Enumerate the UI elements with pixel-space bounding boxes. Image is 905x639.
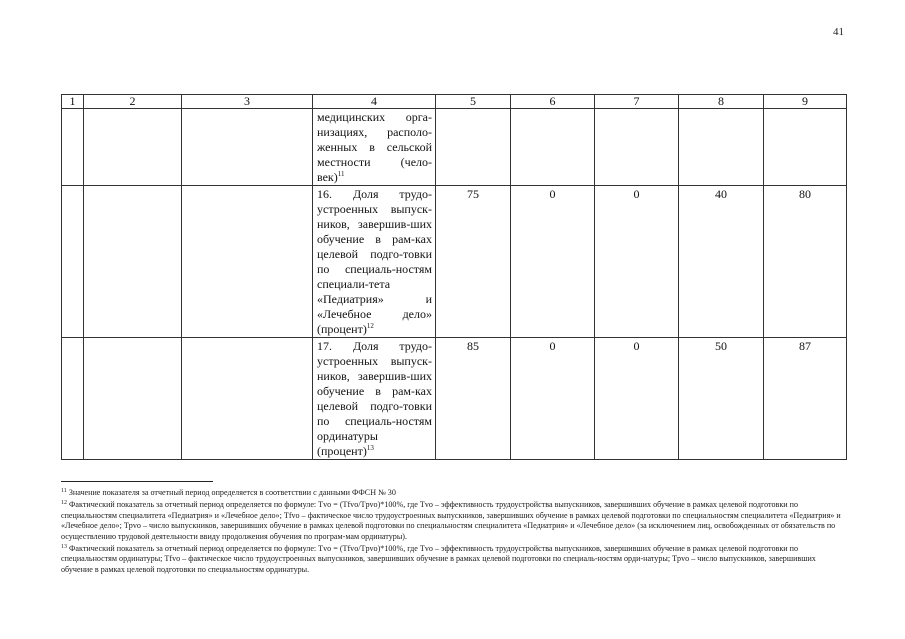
table-cell bbox=[84, 338, 182, 460]
footnote-mark: 13 bbox=[61, 543, 67, 550]
table-cell bbox=[182, 186, 313, 338]
table-cell bbox=[182, 338, 313, 460]
value-cell: 0 bbox=[511, 338, 595, 460]
footnote-11 bbox=[61, 488, 841, 499]
value-cell: 87 bbox=[764, 338, 847, 460]
footnote-12 bbox=[61, 500, 841, 542]
column-header: 3 bbox=[182, 95, 313, 109]
table-cell bbox=[84, 186, 182, 338]
indicator-cell bbox=[313, 109, 436, 186]
table-cell bbox=[62, 109, 84, 186]
indicator-text: медицинских орга-низациях, располо-женных в сельской местности (чело-век) bbox=[317, 110, 432, 184]
footnote-13 bbox=[61, 544, 841, 576]
column-header: 6 bbox=[511, 95, 595, 109]
footnote-ref: 12 bbox=[366, 322, 374, 330]
column-header: 7 bbox=[595, 95, 679, 109]
column-header: 2 bbox=[84, 95, 182, 109]
table-row bbox=[62, 109, 847, 186]
footnote-mark: 11 bbox=[61, 488, 67, 494]
footnote-text: Фактический показатель за отчетный период определяется по формуле: Tvo = (Tfvo/Tpvo)*100%, где Tvo – эффективность трудоустройства выпускников, завершивших обучение в рамках целевой подготовки по специальностям ординатуры; Tfvo – фактическое число трудоустроенных выпускников, завершивших обучение в рамках целевой подготовки по специаль-ностям орди-натуры; Tpvo – число выпускников, завершивших обучение в рамках целевой подготовки по специальностям ординатуры. bbox=[61, 543, 816, 574]
column-header: 5 bbox=[436, 95, 511, 109]
column-header: 8 bbox=[679, 95, 764, 109]
table-header-row bbox=[62, 95, 847, 109]
indicator-cell bbox=[313, 338, 436, 460]
footnote-separator bbox=[61, 481, 213, 482]
table-row bbox=[62, 338, 847, 460]
column-header: 9 bbox=[764, 95, 847, 109]
table-cell bbox=[182, 109, 313, 186]
table-row bbox=[62, 186, 847, 338]
footnote-ref: 11 bbox=[337, 170, 345, 178]
value-cell: 50 bbox=[679, 338, 764, 460]
value-cell: 0 bbox=[595, 186, 679, 338]
indicators-table bbox=[61, 94, 847, 460]
value-cell: 0 bbox=[595, 338, 679, 460]
table-cell bbox=[62, 186, 84, 338]
footnote-ref: 13 bbox=[366, 444, 374, 452]
footnote-mark: 12 bbox=[61, 500, 67, 506]
value-cell bbox=[764, 109, 847, 186]
value-cell: 40 bbox=[679, 186, 764, 338]
value-cell: 80 bbox=[764, 186, 847, 338]
indicator-text: 16. Доля трудо-устроенных выпуск-ников, завершив-ших обучение в рам-ках целевой подго-товки по специаль-ностям специали-тета «Педиатрия» и «Лечебное дело» (процент) bbox=[317, 187, 432, 336]
footnotes bbox=[61, 488, 841, 577]
value-cell: 0 bbox=[511, 186, 595, 338]
value-cell bbox=[679, 109, 764, 186]
table-cell bbox=[84, 109, 182, 186]
column-header: 1 bbox=[62, 95, 84, 109]
column-header: 4 bbox=[313, 95, 436, 109]
value-cell: 75 bbox=[436, 186, 511, 338]
value-cell bbox=[511, 109, 595, 186]
footnote-text: Фактический показатель за отчетный период определяется по формуле: Tvo = (Tfvo/Tpvo)*100%, где Tvo – эффективность трудоустройства выпускников, завершивших обучение в рамках целевой подготовки по специальностям специалитета «Педиатрия» и «Лечебное дело»; Tfvo – фактическое число трудоустроенных выпускников, завершивших обучение в рамках целевой подготовки по специальностям специалитета «Педиатрия» и «Лечебное дело»; Tpvo – число выпускников, завершивших обучение в рамках целевой подготовки по специальностям специалитета «Педиатрия» и «Лечебное дело» (за исключением лиц, освобожденных от обязательств по осуществлению трудовой деятельности ввиду продолжения обучения по програм-мам ординатуры). bbox=[61, 500, 841, 541]
table-cell bbox=[62, 338, 84, 460]
value-cell bbox=[595, 109, 679, 186]
page-number: 41 bbox=[833, 26, 844, 38]
value-cell bbox=[436, 109, 511, 186]
value-cell: 85 bbox=[436, 338, 511, 460]
indicator-text: 17. Доля трудо-устроенных выпуск-ников, завершив-ших обучение в рам-ках целевой подго-товки по специаль-ностям ординатуры (процент) bbox=[317, 339, 432, 458]
footnote-text: Значение показателя за отчетный период определяется в соответствии с данными ФФСН № 30 bbox=[68, 488, 396, 497]
indicator-cell bbox=[313, 186, 436, 338]
